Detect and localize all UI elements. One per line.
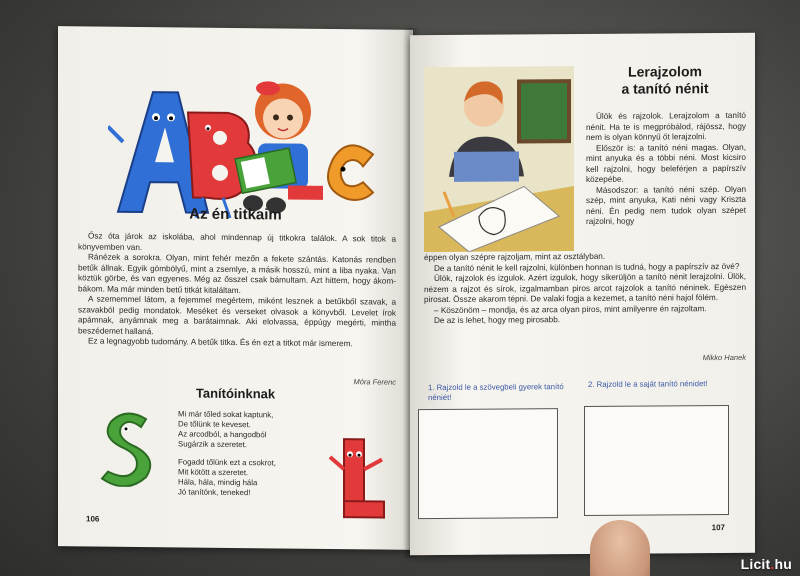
letter-c-figure — [328, 145, 373, 200]
task-label: 1. Rajzold le a szövegbeli gyerek tanító néniét! — [428, 382, 564, 403]
poem-line: Hála, hála, mindig hála — [178, 477, 258, 488]
letter-s-figure — [96, 407, 160, 488]
task-label: 2. Rajzold le a saját tanító nénidet! — [588, 379, 708, 389]
open-book — [58, 28, 758, 556]
letter-l-figure — [326, 429, 390, 530]
abc-letters-illustration — [108, 72, 378, 225]
title-line: a tanító nénit — [621, 80, 709, 97]
story-author: Mikko Hanek — [702, 352, 746, 363]
site-watermark — [741, 556, 792, 572]
poem-line: Jó tanítónk, teneked! — [178, 487, 251, 498]
poem-line: De tőlünk te keveset. — [178, 419, 251, 430]
watermark-name: Licit — [740, 556, 771, 572]
story-text — [424, 251, 746, 327]
page-number: 107 — [711, 523, 725, 533]
paragraph: éppen olyan szépre rajzoljam, mint az osztályban. — [424, 251, 606, 263]
poem-line: Az arcodból, a hangodból — [178, 429, 267, 440]
paragraph: De a tanító nénit le kell rajzolni, különben honnan is tudná, hogy a papírszív az övé? — [434, 261, 740, 273]
watermark-tld: hu — [774, 556, 792, 572]
paragraph: Ránézek a sorokra. Olyan, mint fehér mezőn a fekete szántás. Katonás rendben betűk állnak. Egyik gömbölyű, mint a zsemlye, a másik hosszú, mint a liba nyaka. Van köztük görbe, és van egyenes. Még az ősszel csak bámultam. Azt hittem, hogy ákom-bákom. Ma már minden betű titkát kitaláltam. — [78, 252, 396, 295]
story-text — [78, 231, 396, 350]
story-author: Móra Ferenc — [353, 377, 396, 387]
poem-line: Mit kötött a szeretet. — [178, 467, 249, 478]
paragraph: Először is: a tanító néni magas. Olyan, mint anyuka és a többi néni. Most kicsiro kell rajzolni, hogy beleférjen a papírszív közepébe. — [586, 142, 746, 184]
story-title: Az én titkaim — [189, 205, 282, 224]
poem-stanza — [178, 409, 318, 450]
paragraph: Másodszor: a tanító néni szép. Olyan szép, mint anyuka, Kati néni vagy Kriszta néni. Én pedig nem tudok olyan szépet rajzolni, hogy — [586, 184, 746, 226]
poem-line: Sugárzik a szeretet. — [178, 439, 247, 450]
paragraph: De az is lehet, hogy meg pirosabb. — [434, 315, 561, 326]
boy-drawing-illustration — [424, 66, 574, 252]
paragraph: A szememmel látom, a fejemmel megértem, miként lesznek a betűkből szavak, a szavakból pedig mondatok. Meséket és verseket olvasok a könyvből. Levelet írok apámnak, anyámnak meg a barátaimnak. Aki elolvassa, éppúgy megérti, mintha beszédemet hallaná. — [78, 294, 396, 336]
poem-stanza — [178, 457, 318, 498]
story-text-column — [586, 111, 746, 228]
paragraph: – Köszönöm – mondja, és az arca olyan piros, mint amilyenre én rajzoltam. — [434, 303, 707, 315]
watermark-dot: . — [770, 556, 775, 572]
left-page — [58, 26, 413, 550]
drawing-box — [584, 405, 729, 516]
poem-title: Tanítóinknak — [195, 385, 276, 402]
paragraph: Ősz óta járok az iskolába, ahol mindennap új titkokra találok. A sok titok a könyvemben van. — [78, 231, 396, 252]
page-number: 106 — [86, 514, 100, 524]
drawing-box — [418, 408, 558, 519]
paragraph: Ülök és rajzolok. Lerajzolom a tanító nénit. Ha te is megpróbálod, rájössz, hogy nem is olyan könnyű őt lerajzolni. — [586, 110, 746, 142]
story-title — [580, 63, 750, 98]
poem-line: Mi már tőled sokat kaptunk, — [178, 409, 274, 420]
poem-text — [178, 409, 318, 506]
title-line: Lerajzolom — [628, 63, 702, 80]
paragraph: Ülök, rajzolok és izgulok. Azért izgulok, hogy sikerüljön a tanító nénit lerajzolni. Ülök, nézem a rajzot és sírok, izgalmamban piros arcot rajzolok a tanító néninek. Egészen pirosat. Össze akarom tépni. De valaki fogja a kezemet, a tanító néni hajol fölém. — [424, 271, 746, 305]
poem-line: Fogadd tőlünk ezt a csokrot, — [178, 457, 276, 468]
right-page — [410, 33, 755, 555]
finger — [590, 520, 650, 576]
paragraph: Ez a legnagyobb tudomány. A betűk titka. És én ezt a titkot már ismerem. — [88, 336, 353, 349]
